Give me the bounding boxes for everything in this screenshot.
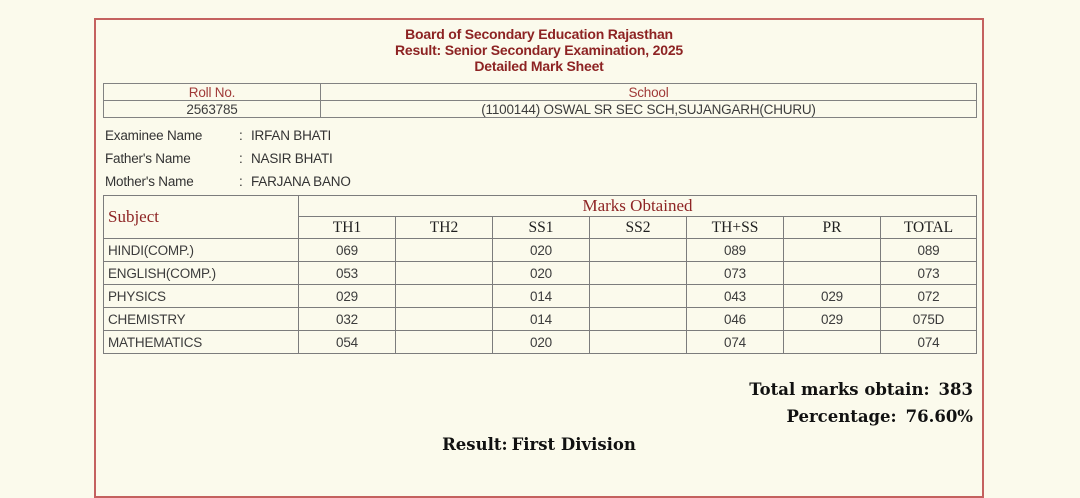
marks-table bbox=[103, 195, 977, 354]
examinee-name-row bbox=[105, 124, 982, 147]
marks-row-physics bbox=[104, 285, 977, 308]
father-name-label: Father's Name bbox=[105, 151, 191, 166]
mark-cell bbox=[590, 285, 687, 308]
mark-cell: 053 bbox=[299, 262, 396, 285]
father-name-row bbox=[105, 147, 982, 170]
subject-cell: ENGLISH(COMP.) bbox=[104, 262, 299, 285]
roll-no-value: 2563785 bbox=[104, 101, 321, 118]
col-header-th2: TH2 bbox=[396, 217, 493, 239]
total-marks-label: Total marks obtain: bbox=[749, 380, 930, 399]
mark-cell bbox=[396, 331, 493, 354]
col-header-thss: TH+SS bbox=[687, 217, 784, 239]
subject-cell: HINDI(COMP.) bbox=[104, 239, 299, 262]
subject-column-header: Subject bbox=[104, 196, 299, 239]
exam-result-title: Result: Senior Secondary Examination, 2025 bbox=[394, 42, 684, 58]
mark-cell: 069 bbox=[299, 239, 396, 262]
subject-cell: PHYSICS bbox=[104, 285, 299, 308]
separator-colon: : bbox=[239, 151, 243, 166]
mark-cell bbox=[784, 331, 881, 354]
marks-row-english bbox=[104, 262, 977, 285]
mark-cell bbox=[590, 308, 687, 331]
mark-cell: 020 bbox=[493, 331, 590, 354]
summary-block bbox=[96, 376, 982, 430]
roll-no-header: Roll No. bbox=[104, 84, 321, 101]
mark-cell: 046 bbox=[687, 308, 784, 331]
school-header: School bbox=[321, 84, 977, 101]
marks-group-header-row bbox=[104, 196, 977, 217]
mark-cell bbox=[396, 262, 493, 285]
mark-cell: 089 bbox=[687, 239, 784, 262]
col-header-th1: TH1 bbox=[299, 217, 396, 239]
marks-row-chemistry bbox=[104, 308, 977, 331]
mark-cell: 075D bbox=[881, 308, 977, 331]
board-name-title: Board of Secondary Education Rajasthan bbox=[405, 26, 673, 42]
school-value: (1100144) OSWAL SR SEC SCH,SUJANGARH(CHURU) bbox=[321, 101, 977, 118]
percentage-line bbox=[96, 403, 973, 430]
marks-row-mathematics bbox=[104, 331, 977, 354]
mark-cell: 029 bbox=[784, 285, 881, 308]
mark-cell: 043 bbox=[687, 285, 784, 308]
mother-name-label: Mother's Name bbox=[105, 174, 194, 189]
total-marks-value: 383 bbox=[938, 380, 973, 399]
result-line bbox=[96, 431, 982, 458]
mother-name-row bbox=[105, 170, 982, 193]
mark-cell bbox=[784, 262, 881, 285]
mark-cell bbox=[590, 331, 687, 354]
father-name-value: NASIR BHATI bbox=[251, 151, 333, 166]
mother-name-value: FARJANA BANO bbox=[251, 174, 351, 189]
total-marks-line bbox=[96, 376, 973, 403]
examinee-info-block bbox=[105, 124, 982, 193]
separator-colon: : bbox=[239, 128, 243, 143]
mark-cell bbox=[396, 239, 493, 262]
mark-cell: 089 bbox=[881, 239, 977, 262]
subject-cell: MATHEMATICS bbox=[104, 331, 299, 354]
mark-cell: 020 bbox=[493, 262, 590, 285]
mark-cell: 020 bbox=[493, 239, 590, 262]
col-header-pr: PR bbox=[784, 217, 881, 239]
roll-school-table bbox=[103, 83, 977, 118]
roll-school-value-row bbox=[104, 101, 977, 118]
mark-cell: 032 bbox=[299, 308, 396, 331]
mark-cell bbox=[590, 239, 687, 262]
percentage-value: 76.60% bbox=[905, 407, 973, 426]
roll-school-header-row bbox=[104, 84, 977, 101]
header-title-block bbox=[96, 20, 982, 74]
mark-cell: 029 bbox=[784, 308, 881, 331]
examinee-name-value: IRFAN BHATI bbox=[251, 128, 332, 143]
col-header-ss1: SS1 bbox=[493, 217, 590, 239]
mark-cell: 074 bbox=[881, 331, 977, 354]
mark-cell: 054 bbox=[299, 331, 396, 354]
mark-cell bbox=[396, 285, 493, 308]
mark-cell: 073 bbox=[687, 262, 784, 285]
mark-cell bbox=[396, 308, 493, 331]
marks-row-hindi bbox=[104, 239, 977, 262]
mark-cell bbox=[784, 239, 881, 262]
mark-cell: 014 bbox=[493, 308, 590, 331]
mark-cell: 014 bbox=[493, 285, 590, 308]
separator-colon: : bbox=[239, 174, 243, 189]
subject-cell: CHEMISTRY bbox=[104, 308, 299, 331]
result-label: Result: bbox=[442, 435, 508, 454]
mark-cell: 074 bbox=[687, 331, 784, 354]
marksheet-title: Detailed Mark Sheet bbox=[474, 58, 604, 74]
marks-obtained-header: Marks Obtained bbox=[299, 196, 977, 217]
mark-sheet-panel bbox=[94, 18, 984, 498]
percentage-label: Percentage: bbox=[786, 407, 897, 426]
result-value: First Division bbox=[511, 435, 636, 454]
mark-cell bbox=[590, 262, 687, 285]
mark-cell: 029 bbox=[299, 285, 396, 308]
col-header-ss2: SS2 bbox=[590, 217, 687, 239]
mark-cell: 072 bbox=[881, 285, 977, 308]
col-header-total: TOTAL bbox=[881, 217, 977, 239]
mark-cell: 073 bbox=[881, 262, 977, 285]
examinee-name-label: Examinee Name bbox=[105, 128, 203, 143]
